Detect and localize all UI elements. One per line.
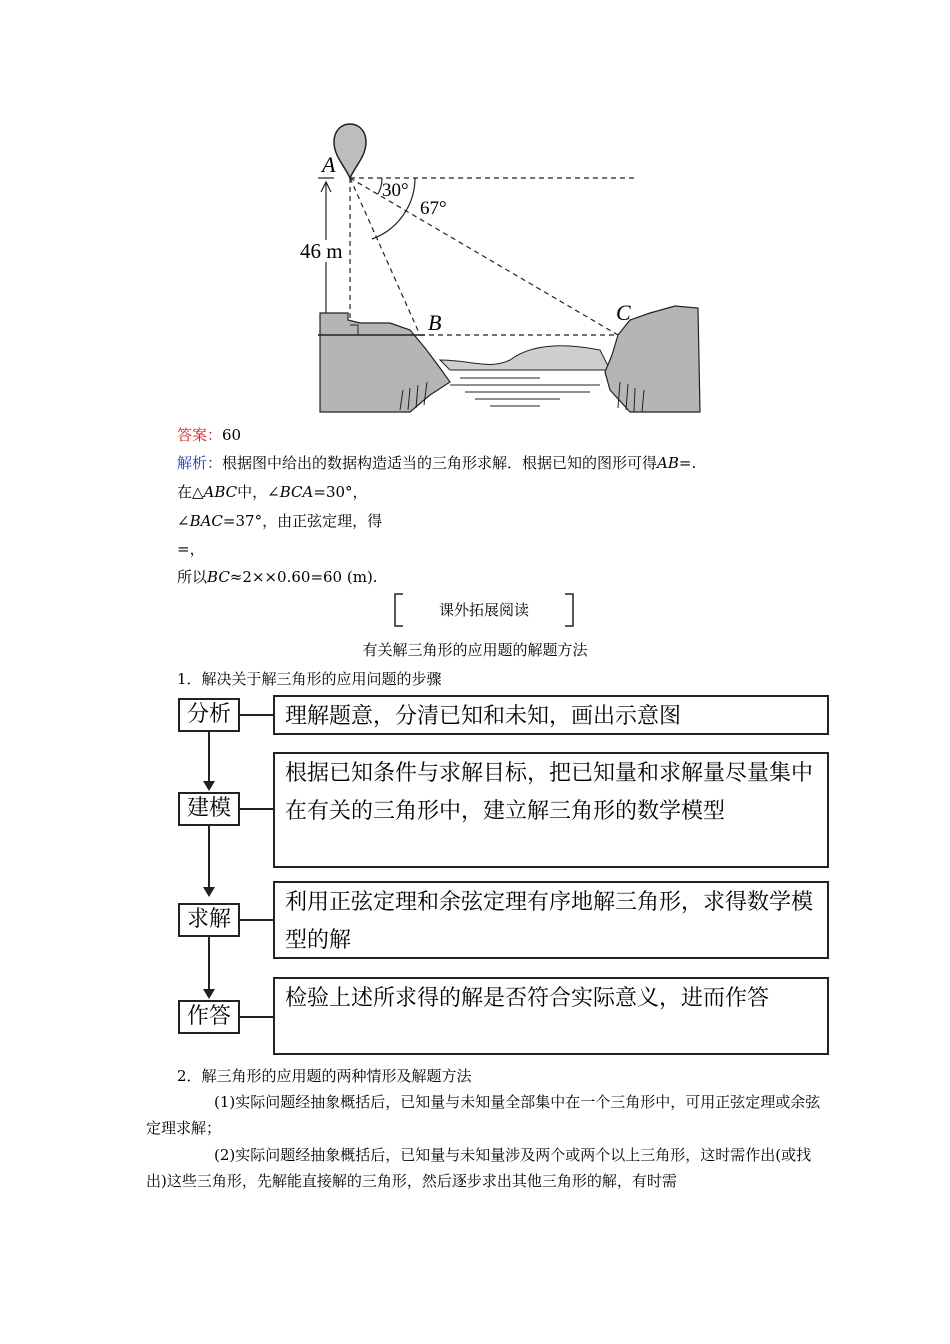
var-ab: AB [657, 454, 679, 472]
answer-label: 答案： [177, 426, 223, 444]
flow-label-model: 建模 [178, 792, 240, 826]
flow-label-solve: 求解 [178, 903, 240, 937]
text-seg: 中，∠ [237, 483, 280, 501]
label-c: C [616, 300, 631, 325]
flow-box-model: 根据已知条件与求解目标，把已知量和求解量尽量集中在有关的三角形中，建立解三角形的数学模型 [273, 752, 829, 868]
text-seg: ≈2××0.60=60 (m). [229, 568, 378, 586]
flow-box-solve: 利用正弦定理和余弦定理有序地解三角形，求得数学模型的解 [273, 881, 829, 959]
var-bc: BC [207, 568, 230, 586]
var-abc: ABC [203, 483, 238, 501]
section2-p2: (2)实际问题经抽象概括后，已知量与未知量涉及两个或两个以上三角形，这时需作出(或找出)这些三角形，先解能直接解的三角形，然后逐步求出其他三角形的解，有时需 [146, 1146, 812, 1190]
analysis-line-3 [177, 511, 382, 531]
analysis-line-2 [177, 482, 368, 502]
section2-p1: (1)实际问题经抽象概括后，已知量与未知量全部集中在一个三角形中，可用正弦定理或余弦定理求解； [146, 1093, 821, 1137]
tower-top-icon [334, 124, 366, 178]
analysis-tail: =. [678, 454, 697, 472]
angle-30-label: 30° [382, 180, 409, 201]
var-bac: BAC [189, 512, 223, 530]
analysis-line-4: =， [177, 540, 205, 558]
flow-label-analyze: 分析 [178, 698, 240, 732]
label-b: B [428, 310, 442, 335]
analysis-text: 根据图中给出的数据构造适当的三角形求解．根据已知的图形可得 [222, 454, 658, 472]
height-label: 46 m [300, 239, 343, 263]
section1-title: 1．解决关于解三角形的应用问题的步骤 [177, 670, 442, 688]
label-a: A [322, 152, 336, 177]
flow-label-answer: 作答 [178, 1000, 240, 1034]
text-seg: =30°， [313, 483, 368, 501]
angle-67-label: 67° [420, 198, 447, 219]
bracket-title: 课外拓展阅读 [438, 601, 529, 619]
subtitle: 有关解三角形的应用题的解题方法 [362, 641, 588, 659]
section2-title: 2．解三角形的应用题的两种情形及解题方法 [177, 1067, 472, 1085]
analysis-label: 解析： [177, 454, 223, 472]
text-seg: 所以 [177, 568, 208, 586]
analysis-line-5 [177, 567, 378, 587]
answer-value: 60 [222, 426, 242, 444]
triangle-figure [300, 120, 710, 415]
var-bca: BCA [279, 483, 314, 501]
text-seg: ∠ [177, 512, 190, 530]
answer-line [177, 425, 241, 445]
flow-box-analyze: 理解题意，分清已知和未知，画出示意图 [273, 695, 829, 735]
text-seg: 在△ [177, 483, 204, 501]
analysis-line-1 [177, 453, 696, 473]
text-seg: =37°，由正弦定理，得 [222, 512, 383, 530]
flow-box-answer: 检验上述所求得的解是否符合实际意义，进而作答 [273, 977, 829, 1055]
